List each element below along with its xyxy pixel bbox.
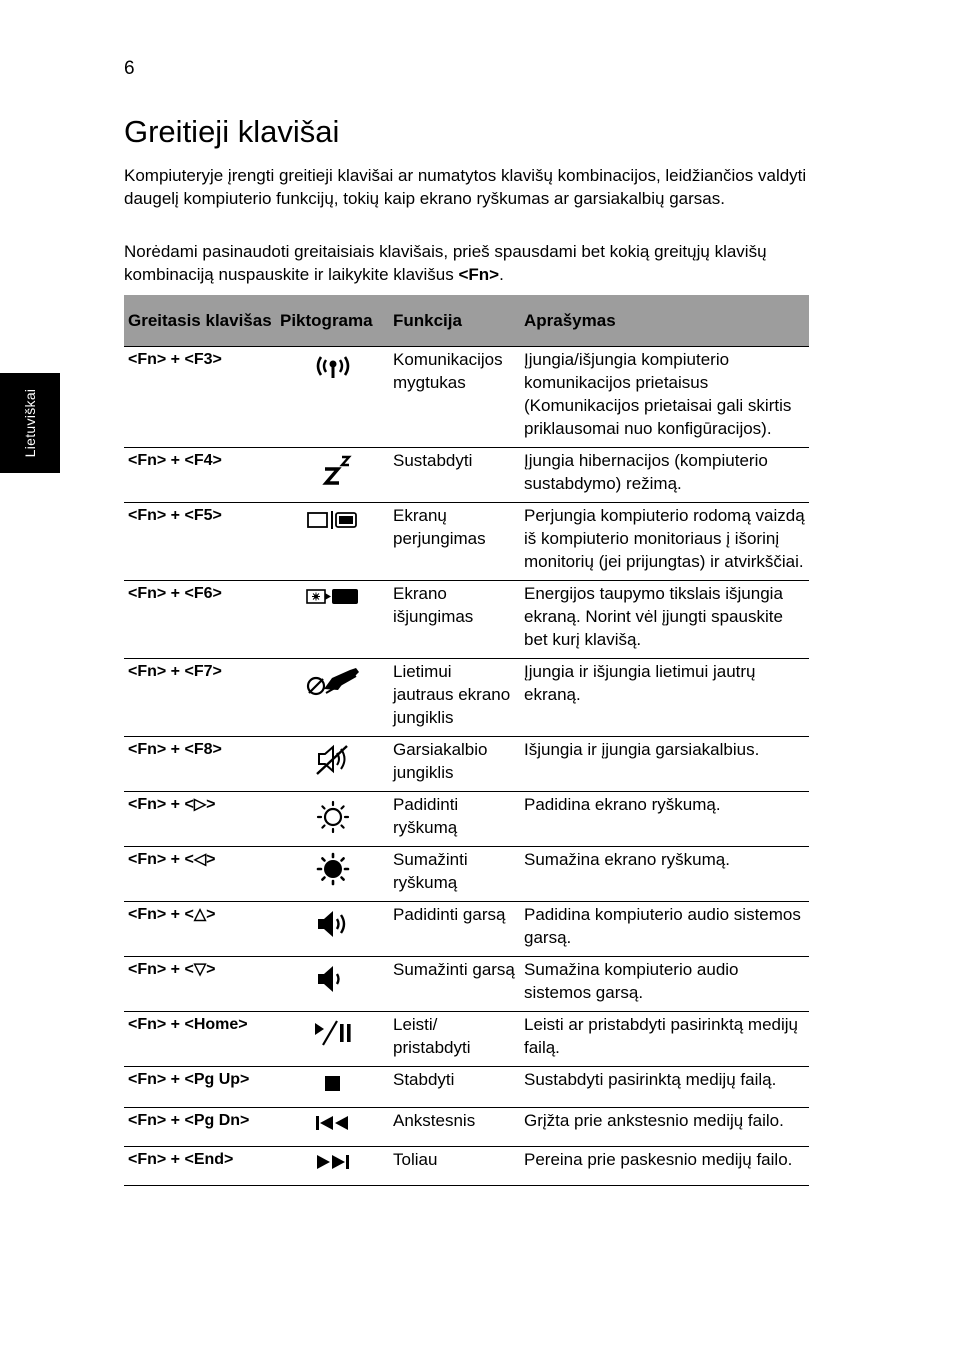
brightness-down-icon — [313, 852, 353, 886]
function-cell: Ankstesnis — [389, 1108, 520, 1147]
display-off-icon — [304, 586, 362, 608]
description-cell: Perjungia kompiuterio rodomą vaizdą iš kompiuterio monitoriaus į išorinį monitorių (jei prijungtas) ir atvirkščiai. — [520, 503, 809, 581]
page-title: Greitieji klavišai — [124, 114, 340, 149]
hotkey-cell: <Fn> + <▽> — [124, 957, 276, 1012]
function-cell: Padidinti ryškumą — [389, 792, 520, 847]
icon-cell — [276, 1147, 389, 1186]
hotkey-cell: <Fn> + <F6> — [124, 581, 276, 659]
function-cell: Ekranų perjungimas — [389, 503, 520, 581]
intro-paragraph-2 — [124, 240, 814, 286]
icon-cell — [276, 503, 389, 581]
display-switch-icon — [305, 508, 361, 532]
function-cell: Sumažinti ryškumą — [389, 847, 520, 902]
icon-cell — [276, 1108, 389, 1147]
description-cell: Padidina ekrano ryškumą. — [520, 792, 809, 847]
header-hotkey: Greitasis klavišas — [124, 295, 276, 347]
function-cell: Toliau — [389, 1147, 520, 1186]
table-row — [124, 347, 809, 448]
icon-cell — [276, 792, 389, 847]
icon-cell — [276, 847, 389, 902]
table-row — [124, 448, 809, 503]
function-cell: Stabdyti — [389, 1067, 520, 1108]
function-cell: Leisti/ pristabdyti — [389, 1012, 520, 1067]
icon-cell — [276, 1012, 389, 1067]
hotkey-cell: <Fn> + <Pg Up> — [124, 1067, 276, 1108]
function-cell: Sumažinti garsą — [389, 957, 520, 1012]
function-cell: Garsiakalbio jungiklis — [389, 737, 520, 792]
intro-end: . — [499, 265, 504, 284]
function-cell: Ekrano išjungimas — [389, 581, 520, 659]
description-cell: Išjungia ir įjungia garsiakalbius. — [520, 737, 809, 792]
description-cell: Įjungia hibernacijos (kompiuterio sustabdymo) režimą. — [520, 448, 809, 503]
description-cell: Įjungia/išjungia kompiuterio komunikacijos prietaisus (Komunikacijos prietaisai gali skirtis priklausomai nuo konfigūracijos). — [520, 347, 809, 448]
intro-text: Norėdami pasinaudoti greitaisiais klavišais, prieš spausdami bet kokią greitųjų klavišų kombinaciją nuspauskite ir laikykite klavišus — [124, 242, 767, 284]
description-cell: Įjungia ir išjungia lietimui jautrų ekraną. — [520, 659, 809, 737]
intro-paragraph-1: Kompiuteryje įrengti greitieji klavišai ar numatytos klavišų kombinacijos, leidžiančios valdyti daugelį kompiuterio funkcijų, tokių kaip ekrano ryškumas ar garsiakalbių garsas. — [124, 166, 807, 208]
hotkey-cell: <Fn> + <F5> — [124, 503, 276, 581]
wireless-icon — [313, 352, 353, 384]
hotkey-cell: <Fn> + <△> — [124, 902, 276, 957]
icon-cell — [276, 1067, 389, 1108]
function-cell: Padidinti garsą — [389, 902, 520, 957]
table-row — [124, 1108, 809, 1147]
hotkey-cell: <Fn> + <End> — [124, 1147, 276, 1186]
description-cell: Sustabdyti pasirinktą medijų failą. — [520, 1067, 809, 1108]
side-language-label: Lietuviškai — [22, 388, 38, 458]
fn-key-label: <Fn> — [458, 265, 500, 284]
function-cell: Komunikacijos mygtukas — [389, 347, 520, 448]
table-row — [124, 581, 809, 659]
hotkey-cell: <Fn> + <Home> — [124, 1012, 276, 1067]
description-cell: Sumažina kompiuterio audio sistemos garsą. — [520, 957, 809, 1012]
icon-cell — [276, 659, 389, 737]
table-row — [124, 1067, 809, 1108]
description-cell: Grįžta prie ankstesnio medijų failo. — [520, 1108, 809, 1147]
table-header-row — [124, 295, 809, 347]
speaker-mute-icon — [313, 742, 353, 776]
icon-cell — [276, 737, 389, 792]
table-row — [124, 737, 809, 792]
hotkey-cell: <Fn> + <F3> — [124, 347, 276, 448]
hotkey-cell: <Fn> + <F4> — [124, 448, 276, 503]
table-row — [124, 1012, 809, 1067]
hotkey-cell: <Fn> + <▷> — [124, 792, 276, 847]
previous-icon — [313, 1113, 353, 1133]
table-row — [124, 847, 809, 902]
table-row — [124, 659, 809, 737]
description-cell: Leisti ar pristabdyti pasirinktą medijų failą. — [520, 1012, 809, 1067]
table-row — [124, 957, 809, 1012]
next-icon — [313, 1152, 353, 1172]
sleep-icon — [313, 453, 353, 487]
table-row — [124, 902, 809, 957]
icon-cell — [276, 957, 389, 1012]
play-pause-icon — [311, 1017, 355, 1049]
side-language-tab — [0, 373, 60, 473]
hotkey-cell: <Fn> + <◁> — [124, 847, 276, 902]
table-row — [124, 1147, 809, 1186]
icon-cell — [276, 347, 389, 448]
hotkey-cell: <Fn> + <F8> — [124, 737, 276, 792]
stop-icon — [321, 1072, 345, 1094]
function-cell: Sustabdyti — [389, 448, 520, 503]
icon-cell — [276, 581, 389, 659]
function-cell: Lietimui jautraus ekrano jungiklis — [389, 659, 520, 737]
table-row — [124, 503, 809, 581]
table-row — [124, 792, 809, 847]
icon-cell — [276, 448, 389, 503]
description-cell: Padidina kompiuterio audio sistemos garsą. — [520, 902, 809, 957]
hotkey-cell: <Fn> + <Pg Dn> — [124, 1108, 276, 1147]
description-cell: Pereina prie paskesnio medijų failo. — [520, 1147, 809, 1186]
page-number: 6 — [124, 58, 135, 79]
hotkey-cell: <Fn> + <F7> — [124, 659, 276, 737]
description-cell: Energijos taupymo tikslais išjungia ekraną. Norint vėl įjungti spauskite bet kurį klavišą. — [520, 581, 809, 659]
hotkeys-table — [124, 295, 809, 1186]
header-function: Funkcija — [389, 295, 520, 347]
volume-up-icon — [313, 907, 353, 941]
touch-toggle-icon — [304, 664, 362, 698]
icon-cell — [276, 902, 389, 957]
volume-down-icon — [313, 962, 353, 996]
brightness-up-icon — [313, 797, 353, 833]
header-icon: Piktograma — [276, 295, 389, 347]
description-cell: Sumažina ekrano ryškumą. — [520, 847, 809, 902]
header-description: Aprašymas — [520, 295, 809, 347]
